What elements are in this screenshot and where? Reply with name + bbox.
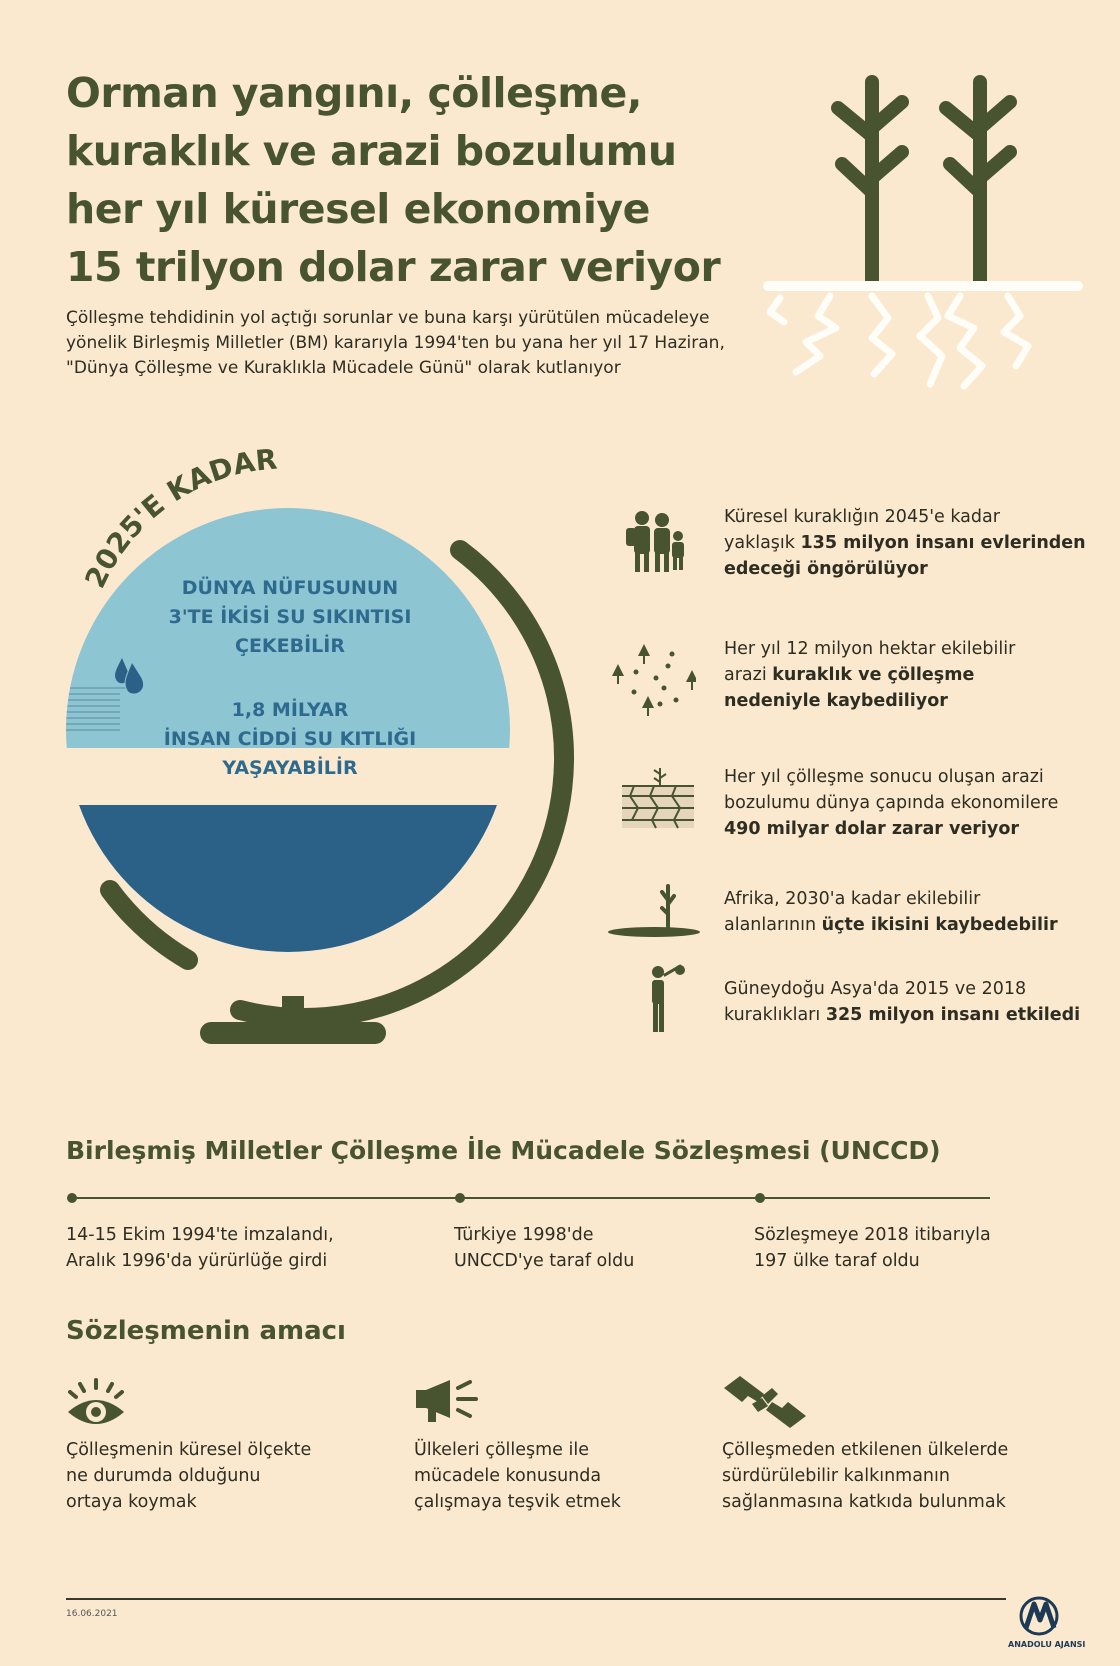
timeline-dot — [67, 1193, 77, 1203]
stat-line: Güneydoğu Asya'da 2015 ve 2018 — [724, 979, 1027, 999]
aims-title: Sözleşmenin amacı — [66, 1316, 346, 1346]
intro-line: yönelik Birleşmiş Milletler (BM) kararıyla 1994'ten bu yana her yıl 17 Haziran, — [66, 333, 725, 353]
timeline-line: UNCCD'ye taraf oldu — [454, 1251, 635, 1271]
cracked-soil-icon — [620, 764, 696, 832]
timeline-line: Aralık 1996'da yürürlüğe girdi — [66, 1251, 328, 1271]
aim-line: sürdürülebilir kalkınmanın — [722, 1466, 950, 1486]
globe-stat-line: ÇEKEBİLİR — [235, 635, 345, 657]
unccd-title: Birleşmiş Milletler Çölleşme İle Mücadele Sözleşmesi (UNCCD) — [66, 1136, 941, 1165]
aim-line: mücadele konusunda — [414, 1466, 602, 1486]
stat-line: yaklaşık 135 milyon insanı evlerinden — [724, 533, 1086, 553]
aim-line: ne durumda olduğunu — [66, 1466, 261, 1486]
title-line: Orman yangını, çölleşme, — [66, 69, 642, 117]
title-line: 15 trilyon dolar zarar veriyor — [66, 243, 721, 291]
megaphone-icon — [414, 1378, 480, 1426]
timeline-line: 197 ülke taraf oldu — [754, 1251, 920, 1271]
eye-icon — [66, 1378, 126, 1428]
timeline-line: Türkiye 1998'de — [454, 1225, 594, 1245]
logo-text: ANADOLU AJANSI — [1008, 1640, 1086, 1649]
stat-line: 490 milyar dolar zarar veriyor — [724, 819, 1019, 839]
stat-line: alanlarının üçte ikisini kaybedebilir — [724, 915, 1058, 935]
stat-line: Her yıl çölleşme sonucu oluşan arazi — [724, 767, 1044, 787]
timeline-line: 14-15 Ekim 1994'te imzalandı, — [66, 1225, 334, 1245]
intro-line: "Dünya Çölleşme ve Kuraklıkla Mücadele Günü" olarak kutlanıyor — [66, 358, 621, 378]
globe-stat-2 — [120, 696, 460, 783]
timeline-item — [454, 1222, 634, 1274]
footer-date: 16.06.2021 — [66, 1609, 118, 1619]
stat-item — [724, 886, 1104, 938]
anadolu-logo-icon — [1018, 1594, 1060, 1638]
stat-item — [724, 504, 1104, 582]
stat-item — [724, 764, 1104, 842]
sprout-icon — [606, 880, 700, 940]
aim-line: Ülkeleri çölleşme ile — [414, 1440, 589, 1460]
helping-hands-icon — [722, 1374, 808, 1430]
globe-stat-line: DÜNYA NÜFUSUNUN — [181, 577, 399, 599]
aim-item — [722, 1437, 1008, 1515]
aim-line: Çölleşmeden etkilenen ülkelerde — [722, 1440, 1009, 1460]
stat-line: Her yıl 12 milyon hektar ekilebilir — [724, 639, 1016, 659]
intro-paragraph — [66, 306, 746, 381]
aim-item — [414, 1437, 621, 1515]
globe-stat-line: YAŞAYABİLİR — [222, 757, 358, 779]
timeline-item — [66, 1222, 334, 1274]
stat-line: Küresel kuraklığın 2045'e kadar — [724, 507, 1000, 527]
footer-divider — [66, 1598, 1006, 1600]
title-line: her yıl küresel ekonomiye — [66, 185, 650, 233]
intro-line: Çölleşme tehdidinin yol açtığı sorunlar ve buna karşı yürütülen mücadeleye — [66, 308, 710, 328]
stat-item — [724, 636, 1104, 714]
dead-trees-icon — [760, 66, 1090, 406]
timeline-item — [754, 1222, 991, 1274]
stat-line: kuraklıkları 325 milyon insanı etkiledi — [724, 1005, 1081, 1025]
scattered-trees-icon — [606, 640, 696, 720]
stat-line: nedeniyle kaybediliyor — [724, 691, 948, 711]
globe-stat-1 — [120, 574, 460, 661]
timeline-dot — [755, 1193, 765, 1203]
stat-item — [724, 976, 1104, 1028]
aim-line: sağlanmasına katkıda bulunmak — [722, 1492, 1006, 1512]
stat-line: Afrika, 2030'a kadar ekilebilir — [724, 889, 981, 909]
stat-line: bozulumu dünya çapında ekonomilere — [724, 793, 1059, 813]
aim-line: ortaya koymak — [66, 1492, 197, 1512]
timeline-line: Sözleşmeye 2018 itibarıyla — [754, 1225, 991, 1245]
page-title — [66, 64, 766, 296]
globe-stat-line: 1,8 MİLYAR — [231, 699, 349, 721]
aim-line: çalışmaya teşvik etmek — [414, 1492, 621, 1512]
family-icon — [622, 508, 692, 574]
stat-line: arazi kuraklık ve çölleşme — [724, 665, 975, 685]
globe-arc-label: 2025'E KADAR — [78, 442, 279, 593]
aim-line: Çölleşmenin küresel ölçekte — [66, 1440, 312, 1460]
aim-item — [66, 1437, 311, 1515]
migrant-icon — [644, 964, 688, 1036]
globe-stat-line: 3'TE İKİSİ SU SIKINTISI — [168, 606, 412, 628]
title-line: kuraklık ve arazi bozulumu — [66, 127, 677, 175]
timeline — [66, 1190, 996, 1206]
stat-line: edeceği öngörülüyor — [724, 559, 928, 579]
globe-stat-line: İNSAN CİDDİ SU KITLIĞI — [163, 728, 417, 750]
timeline-dot — [455, 1193, 465, 1203]
